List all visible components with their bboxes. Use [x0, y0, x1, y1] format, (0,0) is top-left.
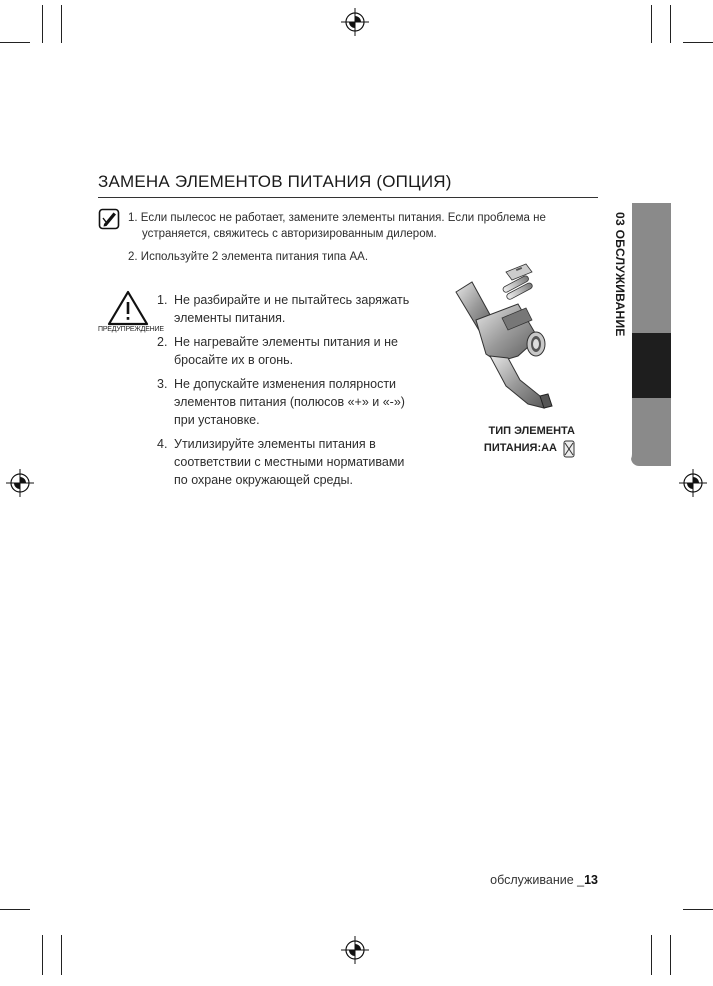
registration-mark-icon	[340, 7, 370, 37]
note-item-continuation: устраняется, свяжитесь с авторизированным дилером.	[142, 228, 437, 240]
battery-type-label	[470, 423, 575, 457]
section-title: ЗАМЕНА ЭЛЕМЕНТОВ ПИТАНИЯ (ОПЦИЯ)	[98, 172, 452, 191]
side-tab	[631, 398, 671, 466]
warning-item-line: элементов питания (полюсов «+» и «-»)	[174, 395, 405, 409]
crop-mark	[0, 909, 30, 910]
warning-item-number: 4.	[157, 437, 168, 451]
crop-mark	[670, 935, 671, 975]
page-number: 13	[584, 873, 598, 887]
note-item	[128, 210, 546, 226]
warning-label: ПРЕДУПРЕЖДЕНИЕ	[98, 326, 164, 333]
registration-mark-icon	[340, 935, 370, 965]
battery-type-line: ТИП ЭЛЕМЕНТА	[488, 425, 575, 437]
warning-item-line: Не нагревайте элементы питания и не	[174, 335, 398, 349]
warning-item-line: Не допускайте изменения полярности	[174, 377, 397, 391]
warning-item-number: 3.	[157, 377, 168, 391]
warning-item-line: при установке.	[174, 413, 260, 427]
warning-item-number: 1.	[157, 293, 168, 307]
registration-mark-icon	[678, 468, 708, 498]
side-tab-text: 03 ОБСЛУЖИВАНИЕ	[613, 212, 627, 337]
side-tab	[631, 203, 671, 333]
note-pencil-icon	[98, 208, 120, 230]
crop-mark	[683, 42, 713, 43]
side-tab-active	[631, 333, 671, 398]
warning-item-line: бросайте их в огонь.	[174, 353, 294, 367]
title-divider	[98, 197, 598, 198]
battery-type-line: ПИТАНИЯ:AA	[483, 442, 557, 454]
note-item-number: 1.	[128, 212, 138, 224]
note-item	[128, 249, 368, 265]
crop-mark	[61, 5, 62, 43]
crop-mark	[651, 5, 652, 43]
warning-item-line: Не разбирайте и не пытайтесь заряжать	[174, 293, 410, 307]
crop-mark	[670, 5, 671, 43]
note-item-text: Используйте 2 элемента питания типа AA.	[140, 251, 369, 263]
battery-aa-icon	[562, 440, 576, 458]
warning-item-line: Утилизируйте элементы питания в	[174, 437, 376, 451]
warning-item-line: элементы питания.	[174, 311, 286, 325]
warning-item-line: по охране окружающей среды.	[174, 473, 353, 487]
note-item-number: 2.	[128, 251, 138, 263]
crop-mark	[651, 935, 652, 975]
crop-mark	[683, 909, 713, 910]
crop-mark	[0, 42, 30, 43]
warning-item-number: 2.	[157, 335, 168, 349]
registration-mark-icon	[5, 468, 35, 498]
crop-mark	[61, 935, 62, 975]
note-item-text: Если пылесос не работает, замените элементы питания. Если проблема не	[140, 212, 546, 224]
footer-section: обслуживание _	[490, 873, 585, 887]
warning-item-line: соответствии с местными нормативами	[174, 455, 405, 469]
page-footer	[400, 873, 598, 887]
crop-mark	[42, 935, 43, 975]
crop-mark	[42, 5, 43, 43]
vacuum-handle-illustration	[448, 258, 598, 418]
